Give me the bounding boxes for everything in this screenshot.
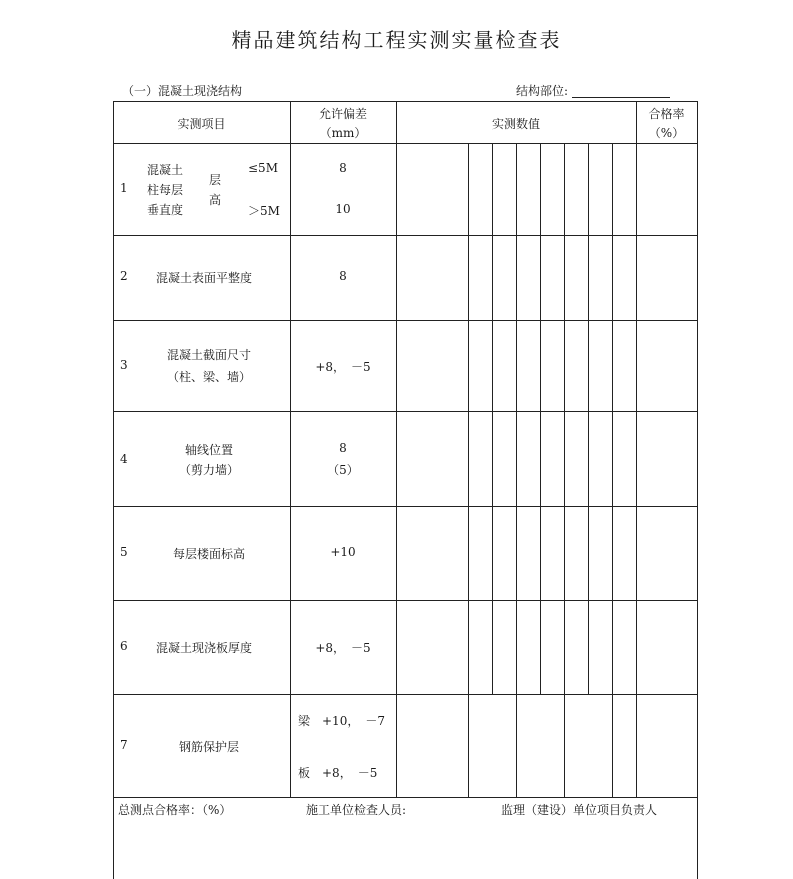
row-item-name: （柱、梁、墙） [166, 370, 251, 384]
row-tolerance-label: 梁 [298, 714, 311, 728]
row-tolerance: +8， －5 [315, 641, 371, 655]
row-item-name: 垂直度 [147, 203, 184, 217]
section-label: （一）混凝土现浇结构 [122, 84, 243, 98]
row-number: 7 [120, 738, 128, 752]
row-item-name: （剪力墙） [178, 463, 239, 477]
page-title: 精品建筑结构工程实测实量检查表 [231, 28, 562, 52]
row-tolerance: 8 [339, 161, 347, 175]
row-item-name: 混凝土 [147, 163, 184, 177]
row-item-name: 柱每层 [147, 183, 184, 197]
row-tolerance: （5） [327, 463, 359, 477]
header-pass-rate: 合格率 [648, 107, 685, 121]
row-number: 2 [120, 269, 128, 283]
row-tolerance: +8， －5 [322, 766, 378, 780]
header-measured: 实测数值 [491, 117, 540, 131]
location-field-line[interactable] [572, 97, 670, 98]
row-condition: ≤5M [248, 161, 278, 175]
header-tolerance: 允许偏差 [318, 107, 367, 121]
row-number: 3 [120, 358, 128, 372]
row-item-name: 混凝土截面尺寸 [166, 348, 251, 362]
row-item-name: 钢筋保护层 [178, 740, 239, 754]
row-number: 4 [120, 452, 128, 466]
row-number: 6 [120, 639, 128, 653]
row-item-name: 混凝土现浇板厚度 [156, 641, 253, 655]
row-item-name: 每层楼面标高 [172, 547, 245, 561]
header-item: 实测项目 [177, 117, 226, 131]
row-sub-label: 层 [209, 173, 222, 187]
supervisor-label: 监理（建设）单位项目负责人 [501, 803, 658, 817]
header-tolerance-unit: （mm） [319, 126, 367, 140]
row-number: 5 [120, 545, 128, 559]
row-tolerance: 8 [339, 269, 347, 283]
row-item-name: 混凝土表面平整度 [156, 271, 253, 285]
row-number: 1 [120, 181, 128, 195]
header-pass-rate-unit: （%） [648, 126, 685, 140]
row-tolerance: +10， －7 [322, 714, 385, 728]
row-sub-label: 高 [209, 193, 222, 207]
inspector-label: 施工单位检查人员: [306, 803, 407, 817]
row-item-name: 轴线位置 [184, 443, 233, 457]
row-tolerance: +8， －5 [315, 360, 371, 374]
total-pass-rate-label: 总测点合格率：（%） [118, 803, 232, 817]
row-condition: ＞5M [248, 204, 280, 218]
row-tolerance-label: 板 [298, 766, 311, 780]
location-label: 结构部位: [516, 84, 569, 98]
row-tolerance: 8 [339, 441, 347, 455]
row-tolerance: +10 [330, 545, 356, 559]
row-tolerance: 10 [335, 202, 351, 216]
